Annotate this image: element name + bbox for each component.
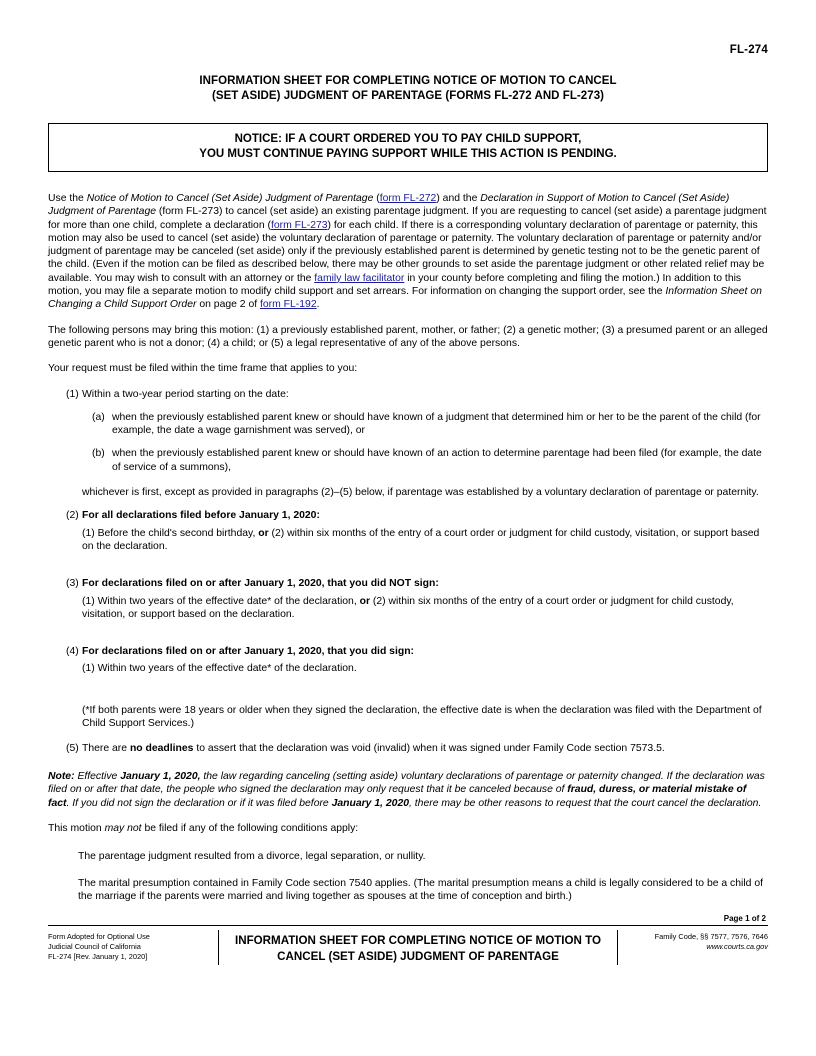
list-item-4-label: (4) (66, 646, 79, 658)
intro-italic-3: Information Sheet on Changing a Child Support Order (48, 286, 762, 311)
list-item-3-heading: For declarations filed on or after January 1, 2020, that you did NOT sign: (82, 578, 439, 590)
list-item-3-or: or (359, 595, 371, 607)
note-seg-2: the law regarding canceling (setting aside) voluntary declarations of parentage or paternity changed. If the declaration was filed on or after that date, the people who signed the declaration may only request that it be canceled because of (48, 770, 765, 796)
list-item-2-label: (2) (66, 510, 79, 522)
spacer (48, 499, 768, 509)
page-title (48, 74, 768, 104)
footer-left-line-2: Judicial Council of California (48, 941, 141, 951)
list-item-4-text: (1) Within two years of the effective date* of the declaration. (82, 663, 357, 675)
notice-line-2: YOU MUST CONTINUE PAYING SUPPORT WHILE THIS ACTION IS PENDING. (199, 148, 617, 160)
footer-website-url: www.courts.ca.gov (706, 941, 768, 951)
note-bold-2: fraud, duress, or material mistake of fact (48, 784, 747, 809)
intro-seg-8: . (316, 299, 320, 311)
list-item-1 (48, 388, 768, 401)
intro-seg-6: in your county before completing and filing the motion.) In addition to this motion, you may file a separate motion to modify child support and set arrears. For information on changing the support order, see the (48, 272, 742, 298)
list-item-4 (48, 645, 768, 658)
list-item-3-text-b: (2) within six months of the entry of a court order or judgment for child custody, visitation, or support based on the declaration. (82, 595, 734, 620)
form-number: FL-274 (729, 44, 768, 56)
spacer (48, 635, 768, 645)
list-item-3 (48, 577, 768, 590)
conditions-lead-b: be filed if any of the following conditions apply: (141, 823, 359, 835)
intro-seg-1: Use the (48, 193, 87, 204)
spacer (48, 376, 768, 388)
list-item-5-text (82, 742, 768, 755)
list-item-2-text-b: (2) within six months of the entry of a court order or judgment for child custody, visitation, or support based on the declaration. (82, 527, 760, 552)
list-item-5-text-b: to assert that the declaration was void (invalid) when it was signed under Family Code section 7573.5. (193, 743, 665, 755)
intro-seg-5: ) for each child. If there is a corresponding voluntary declaration of parentage or paternity, this motion may also be used to cancel (set aside) the voluntary declaration of parentage or paternity. The voluntary declaration of parentage or paternity and/or judgment of parentage may be canceled (set aside) only if the previously established parent is determined by genetic testing not to be the genetic parent of the child. (Even if the motion can be filed as described below, there may be other grounds to set aside the parentage judgment or other related relief may be available. You may wish to consult with an attorney or the (48, 219, 765, 284)
footer-left (48, 930, 218, 965)
link-form-fl-192[interactable]: form FL-192 (260, 299, 317, 311)
intro-seg-2: ( (376, 193, 380, 204)
spacer (48, 756, 768, 770)
list-item-1-closing: whichever is first, except as provided in paragraphs (2)–(5) below, if parentage was established by a voluntary declaration of parentage or paternity. (82, 487, 759, 499)
list-item-1a (82, 411, 768, 438)
list-item-1b (82, 447, 768, 474)
note-paragraph (48, 770, 768, 811)
spacer (48, 676, 768, 690)
list-item-1b-text: when the previously established parent knew or should have known of an action to determine parentage had been filed (for example, the date of service of a summons), (112, 448, 762, 473)
spacer (48, 474, 768, 486)
timeframe-paragraph: Your request must be filed within the time frame that applies to you: (48, 363, 358, 375)
list-item-1-label: (1) (66, 388, 79, 400)
spacer (48, 621, 768, 635)
list-item-3-label: (3) (66, 578, 79, 590)
intro-paragraph (48, 192, 768, 312)
spacer (48, 312, 768, 324)
list-item-2-text (48, 527, 768, 554)
conditions-lead-italic: may not (104, 823, 142, 835)
list-item-3-text-a: (1) Within two years of the effective date* of the declaration, (82, 595, 360, 607)
link-family-law-facilitator[interactable]: family law facilitator (314, 272, 405, 284)
spacer (48, 553, 768, 567)
page-footer (48, 925, 768, 965)
list-item-5-text-a: There are (82, 743, 130, 755)
body-content (48, 192, 768, 904)
spacer (48, 863, 768, 877)
spacer (48, 730, 768, 742)
intro-seg-3: ) and the (436, 193, 481, 204)
conditions-lead-a: This motion (48, 823, 105, 835)
note-label: Note: (48, 770, 75, 782)
list-item-2 (48, 509, 768, 522)
link-form-fl-273[interactable]: form FL-273 (270, 219, 328, 231)
list-item-2-or: or (258, 527, 269, 539)
spacer (48, 567, 768, 577)
footer-right-line-1: Family Code, §§ 7577, 7576, 7646 (654, 931, 768, 941)
intro-italic-1: Notice of Motion to Cancel (Set Aside) Judgment of Parentage (86, 193, 377, 204)
spacer (48, 350, 768, 362)
page-title-line-1: INFORMATION SHEET FOR COMPLETING NOTICE OF MOTION TO CANCEL (199, 75, 617, 87)
list-item-1a-text: when the previously established parent knew or should have known of a judgment that determined him or her to be the parent of the child (for example, the date a wage garnishment was served), or (112, 411, 761, 437)
intro-seg-7: on page 2 of (199, 299, 261, 311)
footer-center-line-1: INFORMATION SHEET FOR COMPLETING NOTICE OF MOTION TO (234, 933, 602, 947)
link-form-fl-272[interactable]: form FL-272 (379, 193, 437, 204)
page-title-line-2: (SET ASIDE) JUDGMENT OF PARENTAGE (FORMS FL-272 AND FL-273) (211, 90, 605, 102)
list-item-1b-wrap (48, 447, 768, 474)
footer-center-line-2: CANCEL (SET ASIDE) JUDGMENT OF PARENTAGE (277, 949, 559, 963)
list-item-5-label: (5) (66, 743, 79, 755)
list-item-1a-label: (a) (92, 411, 105, 423)
note-seg-1: Effective (74, 770, 121, 782)
note-bold-1: January 1, 2020, (120, 770, 201, 782)
list-item-5-bold: no deadlines (129, 743, 194, 755)
list-item-5 (48, 742, 768, 755)
list-item-1-text: Within a two-year period starting on the date: (82, 388, 289, 400)
notice-box (48, 123, 768, 172)
note-bold-3: January 1, 2020 (331, 797, 410, 809)
condition-item-2: The marital presumption contained in Family Code section 7540 applies. (The marital presumption means a child is legally considered to be a child of the marriage if the parents were married and living together as spouses at the time of conception and birth.) (78, 877, 763, 903)
list-item-1a-wrap (48, 411, 768, 438)
spacer (48, 836, 768, 850)
intro-italic-2: Declaration in Support of Motion to Cancel (Set Aside) Judgment of Parentage (48, 193, 730, 218)
note-seg-3: . If you did not sign the declaration or if it was filed before (66, 797, 332, 809)
condition-item-1: The parentage judgment resulted from a divorce, legal separation, or nullity. (78, 850, 426, 862)
spacer (48, 401, 768, 411)
spacer (48, 690, 768, 704)
list-item-3-text (48, 595, 768, 622)
footer-center (218, 930, 617, 965)
list-item-4-heading: For declarations filed on or after January 1, 2020, that you did sign: (82, 646, 414, 658)
note-seg-4: , there may be other reasons to request that the court cancel the declaration. (409, 797, 762, 809)
persons-paragraph: The following persons may bring this motion: (1) a previously established parent, mother, or father; (2) a genetic mother; (3) a presumed parent or an alleged genetic parent who is not a donor; (4) a child; or (5) a legal representative of any of the above persons. (48, 324, 768, 349)
conditions-lead (48, 822, 768, 835)
page-count: Page 1 of 2 (723, 913, 766, 923)
footer-left-line-3: FL-274 [Rev. January 1, 2020] (48, 952, 148, 962)
list-item-1b-label: (b) (92, 448, 105, 460)
spacer (48, 437, 768, 447)
effective-date-note: (*If both parents were 18 years or older when they signed the declaration, the effective date is when the declaration was filed with the Department of Child Support Services.) (82, 704, 762, 730)
list-item-2-heading: For all declarations filed before January 1, 2020: (82, 510, 320, 522)
spacer (48, 810, 768, 822)
intro-seg-4: (form FL-273) to cancel (set aside) an existing parentage judgment. If you are requesting to cancel (set aside) a parentage judgment for more than one child, complete a declaration ( (48, 206, 767, 231)
footer-left-line-1: Form Adopted for Optional Use (48, 931, 150, 941)
notice-line-1: NOTICE: IF A COURT ORDERED YOU TO PAY CHILD SUPPORT, (234, 133, 582, 145)
footer-right (617, 930, 768, 965)
list-item-2-text-a: (1) Before the child's second birthday, (82, 527, 259, 539)
